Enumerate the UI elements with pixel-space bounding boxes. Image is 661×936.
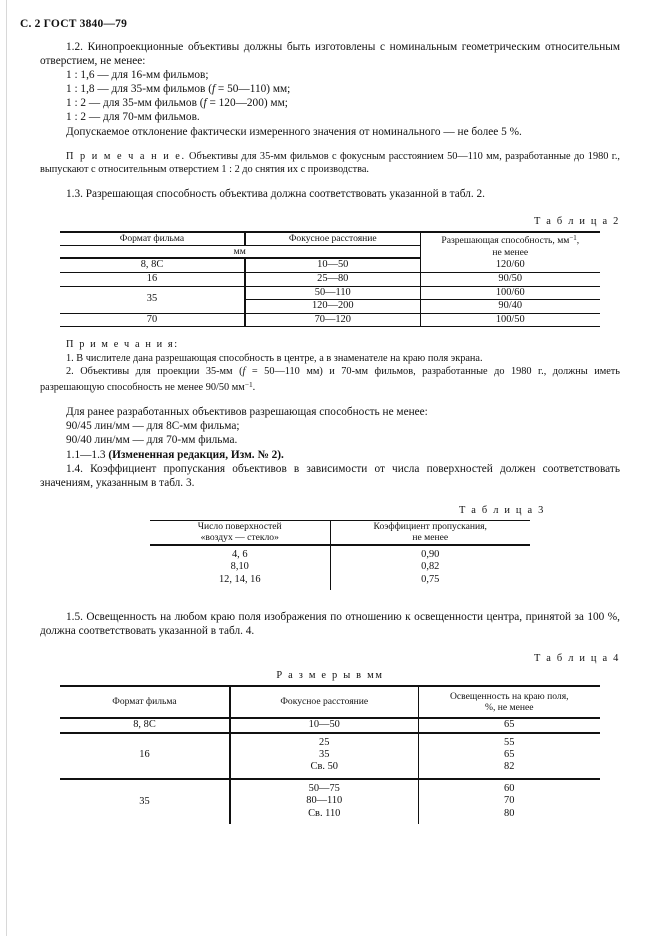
note-label: П р и м е ч а н и е. <box>66 150 186 162</box>
table-3-header-surfaces: Число поверхностей «воздух — стекло» <box>150 520 330 545</box>
tolerance-text: Допускаемое отклонение фактически измеренного значения от номинального — не более 5 %. <box>66 125 522 138</box>
table-2-cell-focal: 25—80 <box>245 272 420 286</box>
table-2-cell-resolution: 100/60 <box>420 286 600 300</box>
table-4-cell-focal: 50—75 80—110 Св. 110 <box>230 779 418 824</box>
table-4-cell-format: 8, 8С <box>60 718 230 733</box>
table-row <box>60 686 600 718</box>
list-item: 1 : 1,8 — для 35-мм фильмов (f = 50—110) мм; <box>66 83 291 96</box>
revision-note: 1.1—1.3 (Измененная редакция, Изм. № 2). <box>66 448 284 461</box>
table-2-header-focal: Фокусное расстояние <box>245 232 420 245</box>
table-2-cell-focal: 70—120 <box>245 313 420 327</box>
clause-1-2-note <box>40 150 620 176</box>
table-2-cell-format: 70 <box>60 313 245 327</box>
table-2-note-1: 1. В числителе дана разрешающая способность в центре, а в знаменателе на краю поля экрана. <box>66 352 483 364</box>
table-row <box>60 258 600 272</box>
table-2-cell-resolution: 120/60 <box>420 258 600 272</box>
table-row <box>60 718 600 733</box>
list-item: 90/45 лин/мм — для 8С-мм фильма; <box>66 420 240 433</box>
table-2-cell-format: 16 <box>60 272 245 286</box>
clause-1-3-text: 1.3. Разрешающая способность объектива должна соответствовать указанной в табл. 2. <box>66 188 485 201</box>
table-4-cell-focal: 10—50 <box>230 718 418 733</box>
note-body: Объективы для 35-мм фильмов с фокусным расстоянием 50—110 мм, разработанные до 1980 г., выпускают с относительным отверстием 1 : 2 до снятия их с производства. <box>40 150 621 175</box>
superscript-minus-one: −1 <box>569 235 577 243</box>
table-row <box>150 520 530 545</box>
page-header: С. 2 ГОСТ 3840—79 <box>20 18 128 30</box>
clause-1-4-text: 1.4. Коэффициент пропускания объективов в зависимости от числа поверхностей должен соответствовать значениям, указанным в табл. 3. <box>40 462 620 489</box>
table-row <box>150 545 530 590</box>
table-3-cell-coefficient: 0,90 0,82 0,75 <box>330 545 530 590</box>
table-row <box>60 313 600 327</box>
table-4-cell-illumination: 65 <box>418 718 600 733</box>
table-4 <box>60 685 600 824</box>
table-4-cell-format: 35 <box>139 795 150 807</box>
list-item: 1 : 1,6 — для 16-мм фильмов; <box>66 69 209 82</box>
table-2-header-resolution: Разрешающая способность, $мм^{-1}$, не менее <box>420 232 600 258</box>
table-4-header-focal: Фокусное расстояние <box>230 686 418 718</box>
list-item: 90/40 лин/мм — для 70-мм фильма. <box>66 434 238 447</box>
table-4-header-illumination: Освещенность на краю поля, %, не менее <box>418 686 600 718</box>
relative-aperture-list <box>40 68 620 124</box>
table-2-caption: Т а б л и ц а 2 <box>533 216 620 228</box>
table-4-subcaption: Р а з м е р ы в мм <box>276 670 384 682</box>
table-4-cell-focal: 25 35 Св. 50 <box>230 733 418 779</box>
table-4-header-format: Формат фильма <box>60 686 230 718</box>
table-row <box>60 272 600 286</box>
table-3 <box>150 520 530 590</box>
clause-1-5-text: 1.5. Освещенность на любом краю поля изображения по отношению к освещенности центра, принятой за 100 %, должна соответствовать указанной в табл. 4. <box>40 611 620 638</box>
table-2-header-units: мм <box>60 245 420 258</box>
table-row <box>60 779 600 824</box>
table-2-cell-resolution: 90/40 <box>420 300 600 314</box>
table-row <box>60 286 600 300</box>
table-row <box>60 733 600 779</box>
table-2-cell-resolution: 90/50 <box>420 272 600 286</box>
table-2-cell-focal: 120—200 <box>245 300 420 314</box>
table-2-cell-focal: 10—50 <box>245 258 420 272</box>
list-item: 1 : 2 — для 70-мм фильмов. <box>66 111 200 124</box>
table-2-cell-resolution: 100/50 <box>420 313 600 327</box>
legacy-intro: Для ранее разработанных объективов разрешающая способность не менее: <box>66 406 428 419</box>
table-3-caption: Т а б л и ц а 3 <box>458 504 545 516</box>
table-2-note-2: 2. Объективы для проекции 35-мм (f = 50—110 мм) и 70-мм фильмов, разработанные до 1980 г., должны иметь разрешающую способность не менее 90/50 $мм^{-1}$. <box>40 365 620 394</box>
table-3-header-coefficient: Коэффициент пропускания, не менее <box>330 520 530 545</box>
table-2-cell-focal: 50—110 <box>245 286 420 300</box>
list-item: 1 : 2 — для 35-мм фильмов (f = 120—200) мм; <box>66 97 288 110</box>
scan-edge-line <box>6 0 7 936</box>
clause-1-2-text: 1.2. Кинопроекционные объективы должны быть изготовлены с номинальным геометрическим относительным отверстием, не менее: <box>40 41 620 68</box>
table-2-notes-label: П р и м е ч а н и я: <box>66 339 179 351</box>
page-content <box>40 0 620 824</box>
table-3-cell-surfaces: 4, 6 8,10 12, 14, 16 <box>218 548 261 585</box>
table-2-cell-format: 8, 8С <box>60 258 245 272</box>
table-4-cell-illumination: 60 70 80 <box>418 779 600 824</box>
table-4-cell-illumination: 55 65 82 <box>418 733 600 779</box>
superscript-minus-one: −1 <box>244 379 253 389</box>
table-4-cell-format: 16 <box>60 733 230 779</box>
table-row <box>60 232 600 245</box>
table-4-caption: Т а б л и ц а 4 <box>533 653 620 665</box>
table-2 <box>60 231 600 327</box>
table-2-cell-format: 35 <box>60 286 245 313</box>
table-2-header-format: Формат фильма <box>60 232 245 245</box>
